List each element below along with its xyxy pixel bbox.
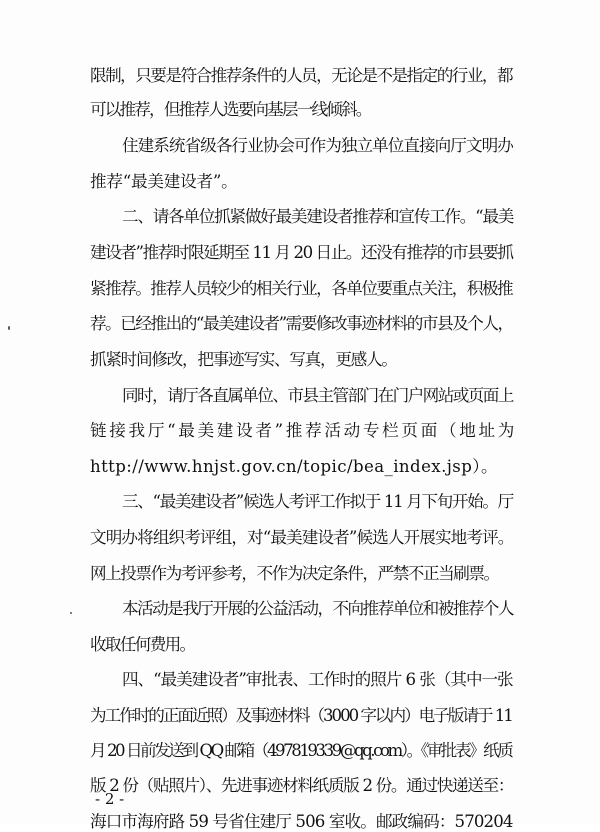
body-line: 三、“最美建设者”候选人考评工作拟于 11 月下旬开始。厅 [122, 492, 513, 511]
body-line: 抓紧时间修改，把事迹写实、写真，更感人。 [90, 350, 397, 369]
body-line: 紧推荐。推荐人员较少的相关行业，各单位要重点关注，积极推 [90, 279, 513, 298]
body-line: 限制，只要是符合推荐条件的人员，无论是不是指定的行业，都 [90, 66, 513, 85]
scan-speck [8, 326, 10, 330]
body-line: http://www.hnjst.gov.cn/topic/bea_index.jsp）。 [90, 457, 498, 476]
body-line: 收取任何费用。 [90, 635, 195, 654]
body-line: 四、“最美建设者”审批表、工作时的照片 6 张（其中一张 [122, 670, 513, 689]
body-line: 链接我厅“最美建设者”推荐活动专栏页面（地址为 [90, 421, 518, 440]
body-line: 月 20 日前发送到 QQ 邮箱（497819339@qq.com）。《审批表》纸质 [90, 741, 512, 760]
body-line: 建设者”推荐时限延期至 11 月 20 日止。还没有推荐的市县要抓 [90, 243, 513, 262]
body-line: 海口市海府路 59 号省住建厅 506 室收。邮政编码：570204 [90, 812, 513, 831]
body-line: 同时，请厅各直属单位、市县主管部门在门户网站或页面上 [122, 386, 513, 405]
body-line: 可以推荐，但推荐人选要向基层一线倾斜。 [90, 100, 371, 119]
body-line: 推荐“最美建设者”。 [90, 172, 238, 191]
body-line: 为工作时的正面近照）及事迹材料（3000 字以内）电子版请于 11 [90, 706, 512, 725]
body-line: 版 2 份（贴照片）、先进事迹材料纸质版 2 份。通过快递送至： [90, 776, 514, 795]
body-line: 二、请各单位抓紧做好最美建设者推荐和宣传工作。“最美 [122, 207, 514, 226]
body-line: 文明办将组织考评组，对“最美建设者”候选人开展实地考评。 [90, 528, 514, 547]
scan-speck [70, 612, 72, 614]
page-number: - 2 - [95, 790, 125, 808]
body-line: 本活动是我厅开展的公益活动，不向推荐单位和被推荐个人 [122, 599, 513, 618]
body-line: 住建系统省级各行业协会可作为独立单位直接向厅文明办 [122, 136, 513, 155]
body-line: 荐。已经推出的“最美建设者”需要修改事迹材料的市县及个人， [90, 314, 513, 333]
body-line: 网上投票作为考评参考，不作为决定条件，严禁不正当刷票。 [90, 564, 499, 583]
